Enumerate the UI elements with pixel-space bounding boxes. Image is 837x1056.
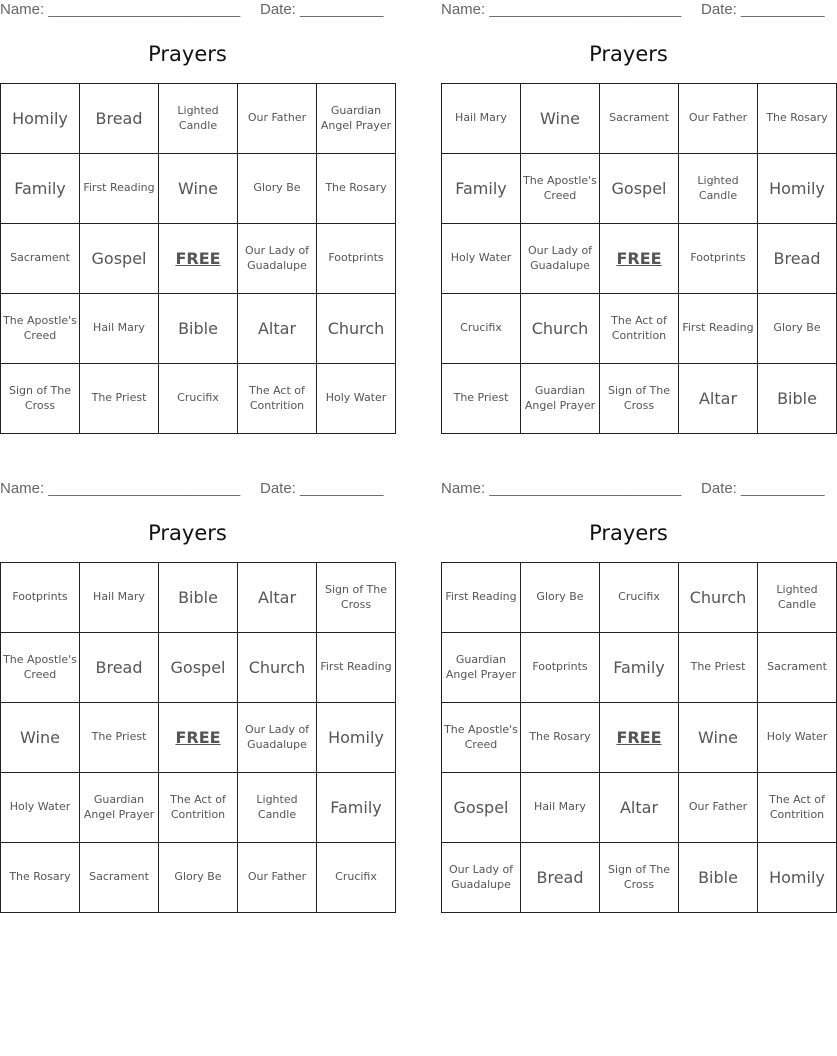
grid-row bbox=[1, 563, 396, 633]
bingo-card-2 bbox=[441, 0, 828, 412]
bingo-cell[interactable]: The Priest bbox=[80, 703, 159, 773]
bingo-cell[interactable]: Sign of The Cross bbox=[317, 563, 396, 633]
bingo-cell[interactable]: Homily bbox=[758, 843, 837, 913]
bingo-cell[interactable]: Holy Water bbox=[317, 364, 396, 434]
bingo-cell[interactable]: Altar bbox=[679, 364, 758, 434]
bingo-grid bbox=[441, 83, 837, 434]
card-title: Prayers bbox=[148, 42, 227, 66]
bingo-cell[interactable]: Sacrament bbox=[758, 633, 837, 703]
free-space-cell[interactable]: FREE bbox=[159, 224, 238, 294]
bingo-cell[interactable]: The Apostle's Creed bbox=[521, 154, 600, 224]
bingo-cell[interactable]: Sacrament bbox=[600, 84, 679, 154]
bingo-cell[interactable]: Homily bbox=[758, 154, 837, 224]
bingo-cell[interactable]: Crucifix bbox=[600, 563, 679, 633]
bingo-cell[interactable]: Footprints bbox=[1, 563, 80, 633]
bingo-cell[interactable]: Lighted Candle bbox=[159, 84, 238, 154]
bingo-cell[interactable]: Wine bbox=[1, 703, 80, 773]
bingo-cell[interactable]: The Act of Contrition bbox=[238, 364, 317, 434]
bingo-cell[interactable]: The Priest bbox=[679, 633, 758, 703]
grid-row bbox=[1, 703, 396, 773]
bingo-cell[interactable]: Footprints bbox=[521, 633, 600, 703]
bingo-cell[interactable]: Bread bbox=[758, 224, 837, 294]
grid-row bbox=[442, 773, 837, 843]
bingo-cell[interactable]: Our Lady of Guadalupe bbox=[442, 843, 521, 913]
free-space-cell[interactable]: FREE bbox=[159, 703, 238, 773]
grid-row bbox=[442, 84, 837, 154]
name-date-line bbox=[441, 479, 825, 501]
grid-row bbox=[1, 84, 396, 154]
grid-row bbox=[1, 773, 396, 843]
bingo-cell[interactable]: First Reading bbox=[679, 294, 758, 364]
bingo-cell[interactable]: Bible bbox=[159, 563, 238, 633]
bingo-cell[interactable]: Our Lady of Guadalupe bbox=[238, 703, 317, 773]
bingo-cell[interactable]: Church bbox=[317, 294, 396, 364]
bingo-cell[interactable]: Wine bbox=[521, 84, 600, 154]
bingo-cell[interactable]: Crucifix bbox=[317, 843, 396, 913]
grid-row bbox=[1, 364, 396, 434]
bingo-grid bbox=[0, 562, 396, 913]
bingo-cell[interactable]: Holy Water bbox=[758, 703, 837, 773]
name-field[interactable]: Name: _______________________ bbox=[441, 480, 682, 497]
bingo-cell[interactable]: Lighted Candle bbox=[679, 154, 758, 224]
bingo-cell[interactable]: Guardian Angel Prayer bbox=[521, 364, 600, 434]
bingo-cell[interactable]: Church bbox=[679, 563, 758, 633]
bingo-grid bbox=[441, 562, 837, 913]
bingo-cell[interactable]: The Act of Contrition bbox=[758, 773, 837, 843]
grid-row bbox=[442, 224, 837, 294]
bingo-cell[interactable]: Bible bbox=[159, 294, 238, 364]
bingo-cell[interactable]: Our Father bbox=[679, 773, 758, 843]
date-field[interactable]: Date: __________ bbox=[260, 480, 384, 497]
card-title: Prayers bbox=[589, 42, 668, 66]
free-space-cell[interactable]: FREE bbox=[600, 224, 679, 294]
grid-row bbox=[442, 703, 837, 773]
bingo-cell[interactable]: Wine bbox=[679, 703, 758, 773]
bingo-cell[interactable]: Guardian Angel Prayer bbox=[442, 633, 521, 703]
bingo-cell[interactable]: First Reading bbox=[317, 633, 396, 703]
bingo-cell[interactable]: Glory Be bbox=[521, 563, 600, 633]
bingo-cell[interactable]: The Apostle's Creed bbox=[1, 294, 80, 364]
bingo-card-4 bbox=[441, 479, 828, 891]
bingo-cell[interactable]: Footprints bbox=[679, 224, 758, 294]
bingo-cell[interactable]: First Reading bbox=[442, 563, 521, 633]
bingo-cell[interactable]: Family bbox=[317, 773, 396, 843]
bingo-cell[interactable]: Our Lady of Guadalupe bbox=[238, 224, 317, 294]
grid-row bbox=[442, 294, 837, 364]
name-field[interactable]: Name: _______________________ bbox=[0, 480, 241, 497]
bingo-cell[interactable]: Church bbox=[521, 294, 600, 364]
bingo-cell[interactable]: Glory Be bbox=[159, 843, 238, 913]
bingo-cell[interactable]: Holy Water bbox=[442, 224, 521, 294]
bingo-cell[interactable]: Our Father bbox=[238, 84, 317, 154]
free-space-cell[interactable]: FREE bbox=[600, 703, 679, 773]
grid-row bbox=[1, 633, 396, 703]
bingo-cell[interactable]: Sacrament bbox=[80, 843, 159, 913]
bingo-cell[interactable]: The Priest bbox=[442, 364, 521, 434]
bingo-cell[interactable]: Hail Mary bbox=[442, 84, 521, 154]
bingo-cell[interactable]: Lighted Candle bbox=[238, 773, 317, 843]
card-title: Prayers bbox=[589, 521, 668, 545]
bingo-cell[interactable]: Sign of The Cross bbox=[1, 364, 80, 434]
grid-row bbox=[1, 294, 396, 364]
bingo-cell[interactable]: Hail Mary bbox=[80, 563, 159, 633]
bingo-cell[interactable]: The Rosary bbox=[1, 843, 80, 913]
bingo-cell[interactable]: Bread bbox=[80, 84, 159, 154]
grid-row bbox=[1, 843, 396, 913]
bingo-cell[interactable]: Bible bbox=[679, 843, 758, 913]
name-date-line bbox=[0, 479, 384, 501]
grid-row bbox=[442, 364, 837, 434]
bingo-cell[interactable]: The Rosary bbox=[317, 154, 396, 224]
bingo-cell[interactable]: Guardian Angel Prayer bbox=[317, 84, 396, 154]
bingo-cell[interactable]: The Rosary bbox=[758, 84, 837, 154]
bingo-cell[interactable]: Hail Mary bbox=[80, 294, 159, 364]
bingo-cell[interactable]: Sign of The Cross bbox=[600, 364, 679, 434]
bingo-cell[interactable]: Hail Mary bbox=[521, 773, 600, 843]
bingo-cell[interactable]: Glory Be bbox=[238, 154, 317, 224]
bingo-cell[interactable]: Our Lady of Guadalupe bbox=[521, 224, 600, 294]
bingo-cell[interactable]: Altar bbox=[600, 773, 679, 843]
bingo-cell[interactable]: Family bbox=[1, 154, 80, 224]
bingo-cell[interactable]: Wine bbox=[159, 154, 238, 224]
bingo-cell[interactable]: Gospel bbox=[600, 154, 679, 224]
name-date-line bbox=[0, 0, 384, 22]
bingo-cell[interactable]: Sacrament bbox=[1, 224, 80, 294]
bingo-cell[interactable]: Homily bbox=[317, 703, 396, 773]
bingo-cell[interactable]: Our Father bbox=[238, 843, 317, 913]
name-field[interactable]: Name: _______________________ bbox=[0, 1, 241, 18]
bingo-cell[interactable]: Holy Water bbox=[1, 773, 80, 843]
bingo-cell[interactable]: Sign of The Cross bbox=[600, 843, 679, 913]
bingo-cell[interactable]: Guardian Angel Prayer bbox=[80, 773, 159, 843]
bingo-cell[interactable]: The Rosary bbox=[521, 703, 600, 773]
bingo-cell[interactable]: Gospel bbox=[159, 633, 238, 703]
bingo-cell[interactable]: Our Father bbox=[679, 84, 758, 154]
date-field[interactable]: Date: __________ bbox=[260, 1, 384, 18]
grid-row bbox=[1, 224, 396, 294]
bingo-cell[interactable]: Glory Be bbox=[758, 294, 837, 364]
grid-row bbox=[442, 633, 837, 703]
bingo-cell[interactable]: Altar bbox=[238, 563, 317, 633]
bingo-card-1 bbox=[0, 0, 392, 412]
bingo-cell[interactable]: Altar bbox=[238, 294, 317, 364]
bingo-cell[interactable]: Crucifix bbox=[159, 364, 238, 434]
bingo-cell[interactable]: Bible bbox=[758, 364, 837, 434]
bingo-cell[interactable]: Family bbox=[442, 154, 521, 224]
date-field[interactable]: Date: __________ bbox=[701, 480, 825, 497]
bingo-grid bbox=[0, 83, 396, 434]
bingo-cell[interactable]: Footprints bbox=[317, 224, 396, 294]
bingo-cell[interactable]: The Priest bbox=[80, 364, 159, 434]
bingo-card-3 bbox=[0, 479, 392, 884]
bingo-cell[interactable]: Church bbox=[238, 633, 317, 703]
bingo-cell[interactable]: The Act of Contrition bbox=[159, 773, 238, 843]
bingo-cell[interactable]: Lighted Candle bbox=[758, 563, 837, 633]
name-date-line bbox=[441, 0, 825, 22]
bingo-cell[interactable]: Gospel bbox=[442, 773, 521, 843]
bingo-cell[interactable]: Homily bbox=[1, 84, 80, 154]
grid-row bbox=[442, 563, 837, 633]
bingo-cell[interactable]: Crucifix bbox=[442, 294, 521, 364]
bingo-cell[interactable]: Bread bbox=[521, 843, 600, 913]
grid-row bbox=[442, 843, 837, 913]
date-field[interactable]: Date: __________ bbox=[701, 1, 825, 18]
name-field[interactable]: Name: _______________________ bbox=[441, 1, 682, 18]
bingo-cell[interactable]: Family bbox=[600, 633, 679, 703]
bingo-cell[interactable]: The Act of Contrition bbox=[600, 294, 679, 364]
bingo-cell[interactable]: First Reading bbox=[80, 154, 159, 224]
grid-row bbox=[442, 154, 837, 224]
bingo-cell[interactable]: The Apostle's Creed bbox=[1, 633, 80, 703]
grid-row bbox=[1, 154, 396, 224]
bingo-cell[interactable]: Gospel bbox=[80, 224, 159, 294]
bingo-cell[interactable]: The Apostle's Creed bbox=[442, 703, 521, 773]
bingo-cell[interactable]: Bread bbox=[80, 633, 159, 703]
card-title: Prayers bbox=[148, 521, 227, 545]
